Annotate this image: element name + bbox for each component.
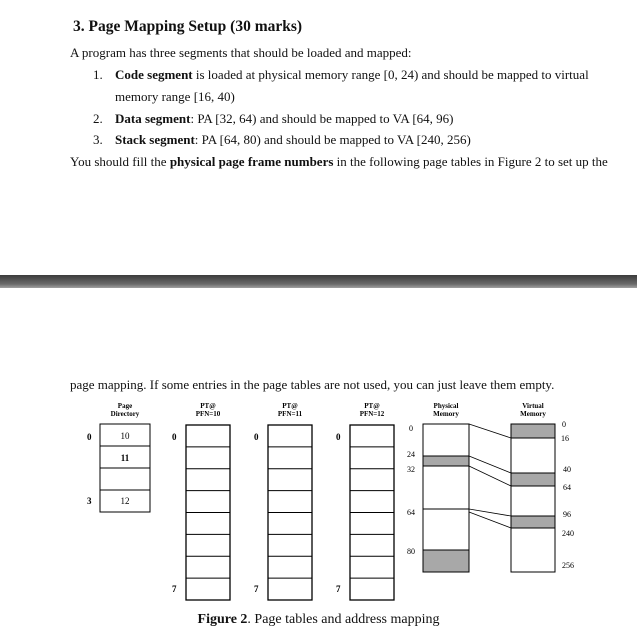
virtual-memory <box>511 402 574 572</box>
page-directory-index-top: 0 <box>87 432 92 442</box>
virtual-memory-tick: 16 <box>561 434 569 443</box>
page-table-header-2: PFN=11 <box>277 410 303 418</box>
instruction-pre: You should fill the <box>70 154 170 169</box>
question-intro: A program has three segments that should be loaded and mapped: <box>70 45 412 60</box>
page-directory <box>87 402 150 512</box>
physical-page-shaded <box>423 456 469 466</box>
physical-memory-tick: 24 <box>407 450 415 459</box>
item-3-number: 3. <box>93 132 103 147</box>
item-3-text: : PA [64, 80) and should be mapped to VA [240, 256) <box>194 132 471 147</box>
page-directory-header-1: Page <box>117 402 133 410</box>
page-table-header-1: PT@ <box>282 402 298 410</box>
instruction-continuation: page mapping. If some entries in the page tables are not used, you can just leave them empty. <box>70 377 555 392</box>
mapping-line <box>469 509 511 516</box>
figure-caption <box>0 612 637 628</box>
physical-memory <box>407 402 469 572</box>
page-table-pfn12 <box>336 402 394 600</box>
instruction-post: in the following page tables in Figure 2 to set up the <box>333 154 608 169</box>
page-directory-index-bottom: 3 <box>87 496 92 506</box>
page-directory-entry: 12 <box>120 496 130 506</box>
page-table-header-2: PFN=10 <box>195 410 221 418</box>
page-directory-entry: 11 <box>120 453 130 463</box>
item-1-text: is loaded at physical memory range [0, 24) and should be mapped to virtual <box>192 67 589 82</box>
mapping-line <box>469 466 511 486</box>
virtual-page-shaded <box>511 473 555 486</box>
mapping-line <box>469 456 511 473</box>
figure-caption-label: Figure 2 <box>197 612 248 627</box>
item-1-line2: memory range [16, 40) <box>115 89 235 104</box>
item-3-label: Stack segment <box>115 132 195 147</box>
virtual-memory-tick: 256 <box>562 561 574 570</box>
physical-memory-tick: 64 <box>407 508 415 517</box>
item-1-number: 1. <box>93 67 103 82</box>
page-table-header-1: PT@ <box>200 402 216 410</box>
physical-memory-tick: 80 <box>407 547 415 556</box>
mapping-lines <box>469 424 511 528</box>
item-2-number: 2. <box>93 111 103 126</box>
virtual-memory-tick: 40 <box>563 465 571 474</box>
figure-caption-text: . Page tables and address mapping <box>247 612 440 627</box>
page-directory-entry: 10 <box>120 431 130 441</box>
page-table-index-top: 0 <box>172 432 177 442</box>
page-table-index-bottom: 7 <box>336 584 341 594</box>
page-table-pfn10 <box>172 402 230 600</box>
physical-memory-header-1: Physical <box>433 402 459 410</box>
virtual-memory-header-2: Memory <box>520 410 546 418</box>
instruction-bold: physical page frame numbers <box>169 154 334 169</box>
virtual-memory-tick: 64 <box>563 483 571 492</box>
page-table-index-top: 0 <box>336 432 341 442</box>
page-table-pfn11 <box>254 402 312 600</box>
physical-page-shaded <box>423 550 469 572</box>
page-table-index-top: 0 <box>254 432 259 442</box>
virtual-page-shaded <box>511 424 555 438</box>
item-1-label: Code segment <box>115 67 193 82</box>
virtual-page-shaded <box>511 516 555 528</box>
virtual-memory-tick: 240 <box>562 529 574 538</box>
physical-memory-header-2: Memory <box>433 410 459 418</box>
page-table-index-bottom: 7 <box>172 584 177 594</box>
mapping-line <box>469 424 511 438</box>
page-table-header-2: PFN=12 <box>359 410 385 418</box>
page-table-header-1: PT@ <box>364 402 380 410</box>
virtual-memory-tick: 0 <box>562 420 566 429</box>
page-table-index-bottom: 7 <box>254 584 259 594</box>
virtual-memory-tick: 96 <box>563 510 571 519</box>
item-2-text: : PA [32, 64) and should be mapped to VA [64, 96) <box>190 111 454 126</box>
physical-memory-tick: 0 <box>409 424 413 433</box>
physical-memory-tick: 32 <box>407 465 415 474</box>
question-title: 3. Page Mapping Setup (30 marks) <box>73 18 303 35</box>
virtual-memory-header-1: Virtual <box>522 402 544 410</box>
page-directory-header-2: Directory <box>110 410 140 418</box>
mapping-line <box>469 512 511 528</box>
item-2-label: Data segment <box>115 111 191 126</box>
